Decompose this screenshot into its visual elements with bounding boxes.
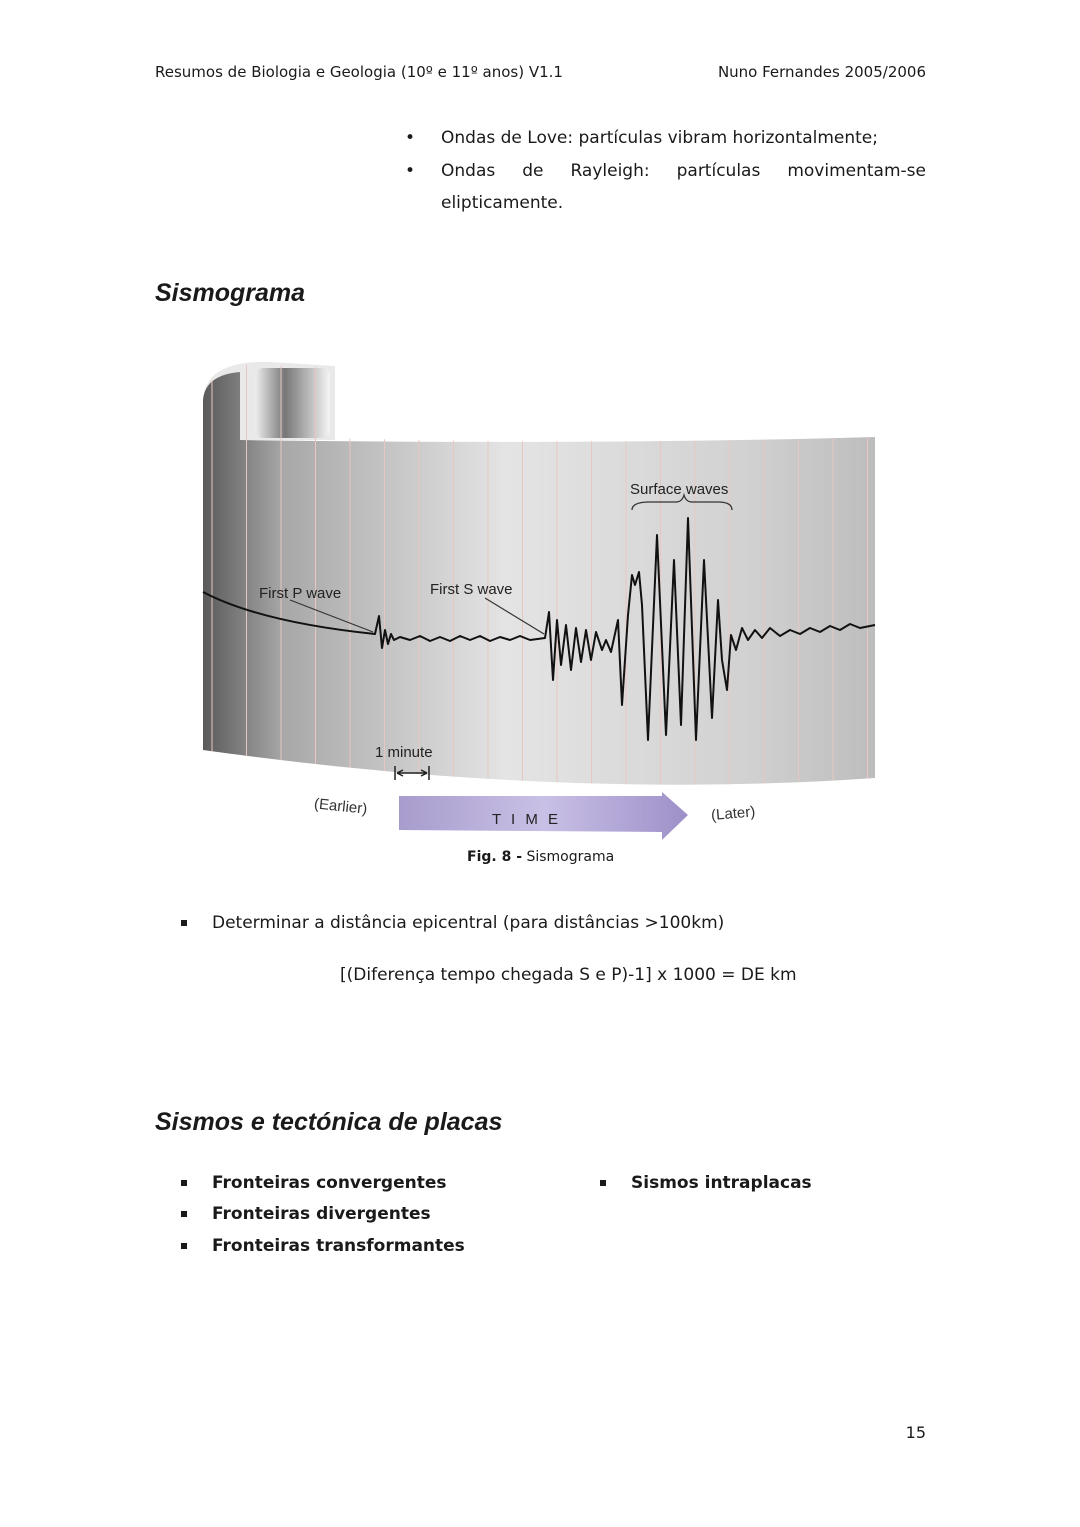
- header-author: Nuno Fernandes 2005/2006: [717, 63, 926, 81]
- section-title-sismograma: Sismograma: [155, 279, 306, 307]
- word: movimentam-se: [787, 161, 926, 181]
- label-first-s-wave: First S wave: [430, 581, 513, 598]
- label-one-minute: 1 minute: [375, 744, 433, 761]
- label-surface-waves: Surface waves: [630, 481, 729, 498]
- distance-formula: [(Diferença tempo chegada S e P)-1] x 1000 = DE km: [340, 965, 797, 985]
- label-first-p-wave: First P wave: [259, 585, 342, 602]
- bullet-icon: •: [405, 128, 416, 148]
- word: Rayleigh:: [570, 161, 650, 181]
- paper-roll: [255, 368, 330, 438]
- list-item: Fronteiras transformantes: [212, 1236, 465, 1256]
- list-item: Fronteiras divergentes: [212, 1204, 431, 1224]
- rayleigh-wave-text-cont: elipticamente.: [441, 193, 564, 213]
- section-title-tectonica: Sismos e tectónica de placas: [155, 1108, 503, 1136]
- square-bullet-icon: [181, 1211, 187, 1217]
- label-time: T I M E: [492, 811, 562, 828]
- word: de: [522, 161, 544, 181]
- label-earlier: (Earlier): [313, 795, 369, 818]
- label-later: (Later): [710, 803, 756, 825]
- figure-caption: [467, 849, 614, 865]
- square-bullet-icon: [181, 1243, 187, 1249]
- word: partículas: [676, 161, 761, 181]
- bullet-icon: •: [405, 161, 416, 181]
- square-bullet-icon: [181, 920, 187, 926]
- page-number: 15: [905, 1423, 926, 1442]
- love-wave-text: Ondas de Love: partículas vibram horizontalmente;: [441, 128, 878, 148]
- word: Ondas: [441, 161, 496, 181]
- caption-number: Fig. 8 -: [467, 849, 523, 865]
- list-item: Sismos intraplacas: [631, 1173, 812, 1193]
- caption-text: Sismograma: [526, 849, 615, 865]
- square-bullet-icon: [181, 1180, 187, 1186]
- distance-bullet-text: Determinar a distância epicentral (para distâncias >100km): [212, 913, 725, 933]
- list-item: Fronteiras convergentes: [212, 1173, 447, 1193]
- square-bullet-icon: [600, 1180, 606, 1186]
- header-title: Resumos de Biologia e Geologia (10º e 11º anos) V1.1: [155, 63, 563, 81]
